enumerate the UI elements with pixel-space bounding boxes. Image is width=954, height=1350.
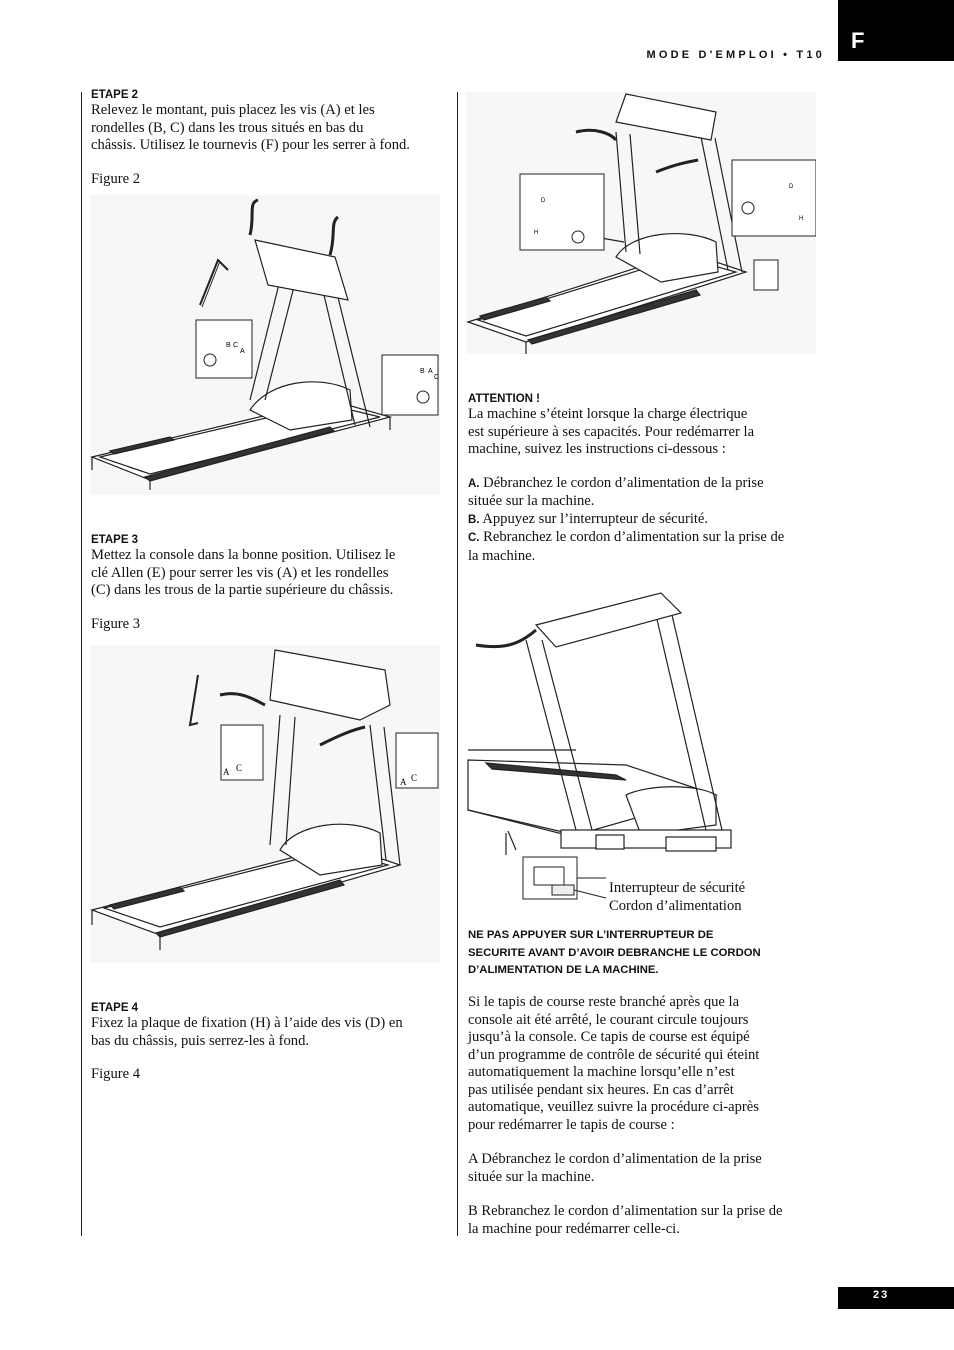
paragraph-line: console ait été arrêté, le courant circule toujours (468, 1011, 749, 1028)
step-2-heading: ETAPE 2 (91, 89, 139, 101)
paragraph-line: pour redémarrer le tapis de course : (468, 1116, 675, 1133)
page-number-bar (838, 1287, 954, 1309)
page-header-title: MODE D'EMPLOI • T10 (646, 49, 825, 61)
figure-2-illustration (90, 195, 440, 495)
restart-a-line: A Débranchez le cordon d’alimentation de la prise (468, 1151, 762, 1167)
paragraph-line: d’un programme de contrôle de sécurité qui éteint (468, 1046, 760, 1063)
figure-3-illustration (90, 645, 440, 963)
instruction-a (468, 475, 828, 494)
paragraph-line: jusqu’à la console. Ce tapis de course est équipé (468, 1029, 750, 1045)
step-4-line: bas du châssis, puis serrez-les à fond. (91, 1032, 310, 1049)
fig4-left-label: H (534, 230, 539, 236)
safety-switch-callout: Interrupteur de sécurité (609, 880, 746, 896)
instruction-b-text: Appuyez sur l’interrupteur de sécurité. (482, 510, 709, 527)
paragraph-line: automatique, veuillez suivre la procédure ci-après (468, 1099, 759, 1115)
power-cord-callout: Cordon d’alimentation (609, 897, 742, 914)
right-column-rule (457, 92, 458, 1236)
warning-line: SECURITE AVANT D’AVOIR DEBRANCHE LE CORDON (468, 946, 761, 959)
step-2-section (91, 88, 451, 188)
fig3-left-label: A (223, 767, 230, 777)
auto-shutoff-section (468, 994, 828, 1238)
step-3-heading: ETAPE 3 (91, 534, 139, 546)
step-3-section (91, 533, 451, 633)
section-letter: F (851, 28, 865, 53)
attention-heading: ATTENTION ! (468, 393, 540, 405)
section-tab (838, 0, 954, 61)
step-4-line: Fixez la plaque de fixation (H) à l’aide des vis (D) en (91, 1015, 403, 1031)
restart-b-line: B Rebranchez le cordon d’alimentation sur la prise de (468, 1203, 783, 1219)
step-3-line: (C) dans les trous de la partie supérieure du châssis. (91, 582, 394, 598)
instruction-c-cont: la machine. (468, 547, 536, 564)
step-2-line: Relevez le montant, puis placez les vis (A) et les (91, 102, 375, 118)
instruction-b (468, 511, 828, 530)
instruction-a-label: A. (468, 477, 480, 490)
paragraph-line: pas utilisée pendant six heures. En cas d’arrêt (468, 1081, 734, 1098)
fig2-right-label: B (420, 368, 425, 375)
restart-a-line: située sur la machine. (468, 1168, 595, 1185)
safety-switch-illustration (466, 585, 816, 907)
step-3-line: Mettez la console dans la bonne position. Utilisez le (91, 547, 396, 563)
instruction-c (468, 529, 828, 548)
step-4-section (91, 1001, 451, 1084)
instruction-b-label: B. (468, 513, 480, 526)
paragraph-line: Si le tapis de course reste branché après que la (468, 994, 740, 1010)
instruction-c-text: Rebranchez le cordon d’alimentation sur la prise de (483, 529, 785, 545)
figure-3-label: Figure 3 (91, 615, 141, 632)
fig2-left-label: A (240, 348, 245, 355)
fig3-left-label: C (236, 763, 243, 773)
fig4-right-label: H (799, 216, 804, 222)
fig2-left-label: B (226, 342, 231, 349)
step-2-line: châssis. Utilisez le tournevis (F) pour les serrer à fond. (91, 137, 410, 153)
fig4-left-label: D (541, 198, 546, 204)
instruction-a-cont: située sur la machine. (468, 493, 595, 509)
attention-line: est supérieure à ses capacités. Pour redémarrer la (468, 423, 755, 440)
paragraph-line: automatiquement la machine lorsqu’elle n’est (468, 1064, 735, 1080)
fig2-right-label: C (434, 374, 440, 381)
instruction-c-label: C. (468, 532, 480, 544)
attention-line: La machine s’éteint lorsque la charge électrique (468, 406, 748, 422)
attention-section (468, 392, 828, 565)
attention-line: machine, suivez les instructions ci-dessous : (468, 441, 726, 457)
figure-4-label: Figure 4 (91, 1066, 141, 1082)
figure-4-illustration (466, 92, 816, 354)
fig2-left-label: C (233, 342, 239, 349)
warning-line: D’ALIMENTATION DE LA MACHINE. (468, 964, 659, 976)
figure-2-label: Figure 2 (91, 170, 141, 187)
warning-line: NE PAS APPUYER SUR L’INTERRUPTEUR DE (468, 929, 714, 941)
step-2-line: rondelles (B, C) dans les trous situés en bas du (91, 119, 364, 136)
page-number: 23 (873, 1289, 890, 1301)
fig2-right-label: A (428, 368, 433, 375)
fig4-right-label: D (789, 184, 794, 190)
fig3-right-label: C (411, 773, 418, 783)
fig3-right-label: A (400, 777, 407, 787)
restart-b-line: la machine pour redémarrer celle-ci. (468, 1220, 680, 1237)
step-3-line: clé Allen (E) pour serrer les vis (A) et les rondelles (91, 564, 389, 581)
step-4-heading: ETAPE 4 (91, 1002, 139, 1014)
safety-callouts (609, 880, 809, 915)
left-column-rule (81, 92, 82, 1236)
safety-warning (468, 927, 828, 980)
instruction-a-text: Débranchez le cordon d’alimentation de la prise (483, 474, 764, 491)
